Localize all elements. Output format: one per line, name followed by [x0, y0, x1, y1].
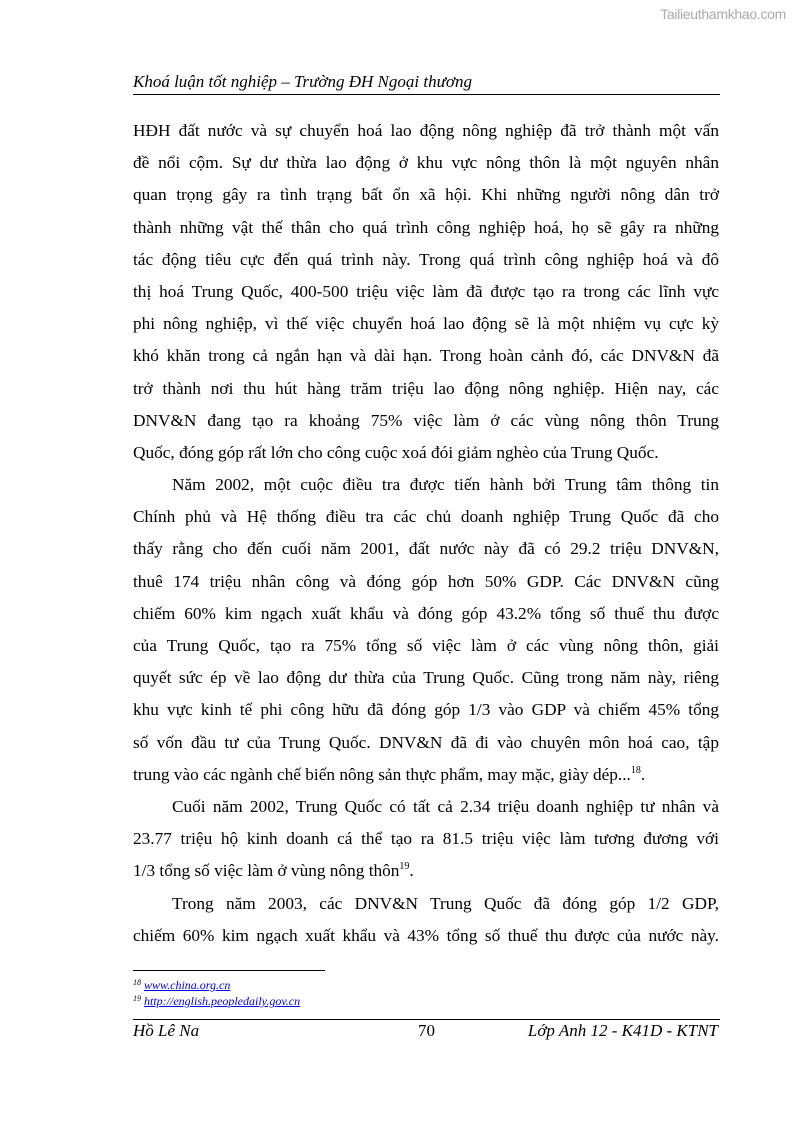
text-line — [133, 212, 719, 244]
footnote-number: 18 — [133, 978, 141, 987]
line-text: Quốc, đóng góp rất lớn cho công cuộc xoá đói giảm nghèo của Trung Quốc. — [133, 442, 659, 462]
line-text: thành những vật thế thân cho quá trình công nghiệp hoá, họ sẽ gây ra những — [133, 217, 719, 237]
text-line — [133, 694, 719, 726]
text-line — [133, 533, 719, 565]
text-line — [133, 276, 719, 308]
text-line — [133, 566, 719, 598]
line-end: . — [640, 764, 646, 784]
footer-class: Lớp Anh 12 - K41D - KTNT — [527, 1021, 718, 1040]
footer-rule — [133, 1019, 720, 1020]
line-text: DNV&N đang tạo ra khoảng 75% việc làm ở các vùng nông thôn Trung — [133, 410, 719, 430]
footnote-ref[interactable]: 18 — [630, 764, 641, 776]
body-text — [133, 115, 719, 952]
line-text: chiếm 60% kim ngạch xuất khẩu và đóng góp 43.2% tổng số thuế thu được — [133, 603, 719, 623]
paragraph — [133, 469, 719, 791]
line-text: 23.77 triệu hộ kinh doanh cá thể tạo ra 81.5 triệu việc làm tương đương với — [133, 829, 719, 849]
watermark: Tailieuthamkhao.com — [660, 6, 786, 22]
text-line — [133, 759, 719, 791]
line-text: Chính phủ và Hệ thống điều tra các chủ doanh nghiệp Trung Quốc đã cho — [133, 507, 719, 527]
text-line — [133, 662, 719, 694]
footnote-link[interactable]: http://english.peopledaily.gov.cn — [144, 994, 301, 1008]
footnote-link[interactable]: www.china.org.cn — [144, 978, 231, 992]
line-text: quan trọng gây ra tình trạng bất ổn xã hội. Khi những người nông dân trở — [133, 185, 719, 205]
text-line — [133, 405, 719, 437]
footnote-number: 19 — [133, 994, 141, 1003]
text-line — [133, 437, 719, 469]
page-number: 70 — [418, 1021, 435, 1040]
line-text: 1/3 tổng số việc làm ở vùng nông thôn — [133, 861, 400, 881]
text-line — [133, 598, 719, 630]
line-text: thị hoá Trung Quốc, 400-500 triệu việc làm đã được tạo ra trong các lĩnh vực — [133, 281, 719, 301]
text-line — [133, 308, 719, 340]
text-line — [133, 115, 719, 147]
line-text: đề nổi cộm. Sự dư thừa lao động ở khu vực nông thôn là một nguyên nhân — [133, 153, 719, 173]
footnote-19 — [133, 994, 300, 1009]
line-text: khu vực kinh tế phi công hữu đã đóng góp 1/3 vào GDP và chiếm 45% tổng — [133, 700, 719, 720]
text-line — [133, 630, 719, 662]
footer-author: Hồ Lê Na — [133, 1021, 200, 1040]
text-line — [133, 727, 719, 759]
text-line — [133, 855, 719, 887]
text-line — [133, 501, 719, 533]
line-text: phi nông nghiệp, vì thế việc chuyển hoá lao động sẽ là một nhiệm vụ cực kỳ — [133, 314, 719, 334]
line-text: thuê 174 triệu nhân công và đóng góp hơn 50% GDP. Các DNV&N cũng — [133, 571, 719, 591]
line-text: tác động tiêu cực đến quá trình này. Trong quá trình công nghiệp hoá và đô — [133, 249, 719, 269]
line-text: thấy rằng cho đến cuối năm 2001, đất nước này đã có 29.2 triệu DNV&N, — [133, 539, 719, 559]
text-line — [133, 179, 719, 211]
text-line — [133, 920, 719, 952]
text-line — [133, 373, 719, 405]
paragraph — [133, 888, 719, 952]
line-text: khó khăn trong cả ngắn hạn và dài hạn. Trong hoàn cảnh đó, các DNV&N đã — [133, 346, 719, 366]
line-text: trung vào các ngành chế biến nông sản thực phẩm, may mặc, giày dép... — [133, 764, 631, 784]
line-text: chiếm 60% kim ngạch xuất khẩu và 43% tổng số thuế thu được của nước này. — [133, 925, 719, 945]
text-line — [133, 888, 719, 920]
text-line — [133, 147, 719, 179]
line-text: HĐH đất nước và sự chuyển hoá lao động nông nghiệp đã trở thành một vấn — [133, 121, 719, 140]
text-line — [133, 340, 719, 372]
line-end: . — [409, 861, 414, 881]
text-line — [133, 823, 719, 855]
footnote-18 — [133, 978, 230, 993]
line-text: trở thành nơi thu hút hàng trăm triệu lao động nông nghiệp. Hiện nay, các — [133, 378, 719, 398]
line-text: Năm 2002, một cuộc điều tra được tiến hành bởi Trung tâm thông tin — [172, 475, 719, 495]
line-text: số vốn đầu tư của Trung Quốc. DNV&N đã đi vào chuyên môn hoá cao, tập — [133, 732, 719, 752]
paragraph — [133, 791, 719, 888]
running-header: Khoá luận tốt nghiệp – Trường ĐH Ngoại thương — [133, 72, 720, 95]
text-line — [133, 791, 719, 823]
line-text: quyết sức ép về lao động dư thừa của Trung Quốc. Cũng trong năm này, riêng — [133, 668, 719, 688]
footnote-ref[interactable]: 19 — [399, 861, 410, 873]
text-line — [133, 469, 719, 501]
footnote-separator — [133, 970, 325, 971]
paragraph — [133, 115, 719, 469]
text-line — [133, 244, 719, 276]
line-text: Trong năm 2003, các DNV&N Trung Quốc đã đóng góp 1/2 GDP, — [172, 893, 719, 913]
line-text: của Trung Quốc, tạo ra 75% tổng số việc làm ở các vùng nông thôn, giải — [133, 636, 719, 655]
line-text: Cuối năm 2002, Trung Quốc có tất cả 2.34 triệu doanh nghiệp tư nhân và — [172, 796, 719, 816]
